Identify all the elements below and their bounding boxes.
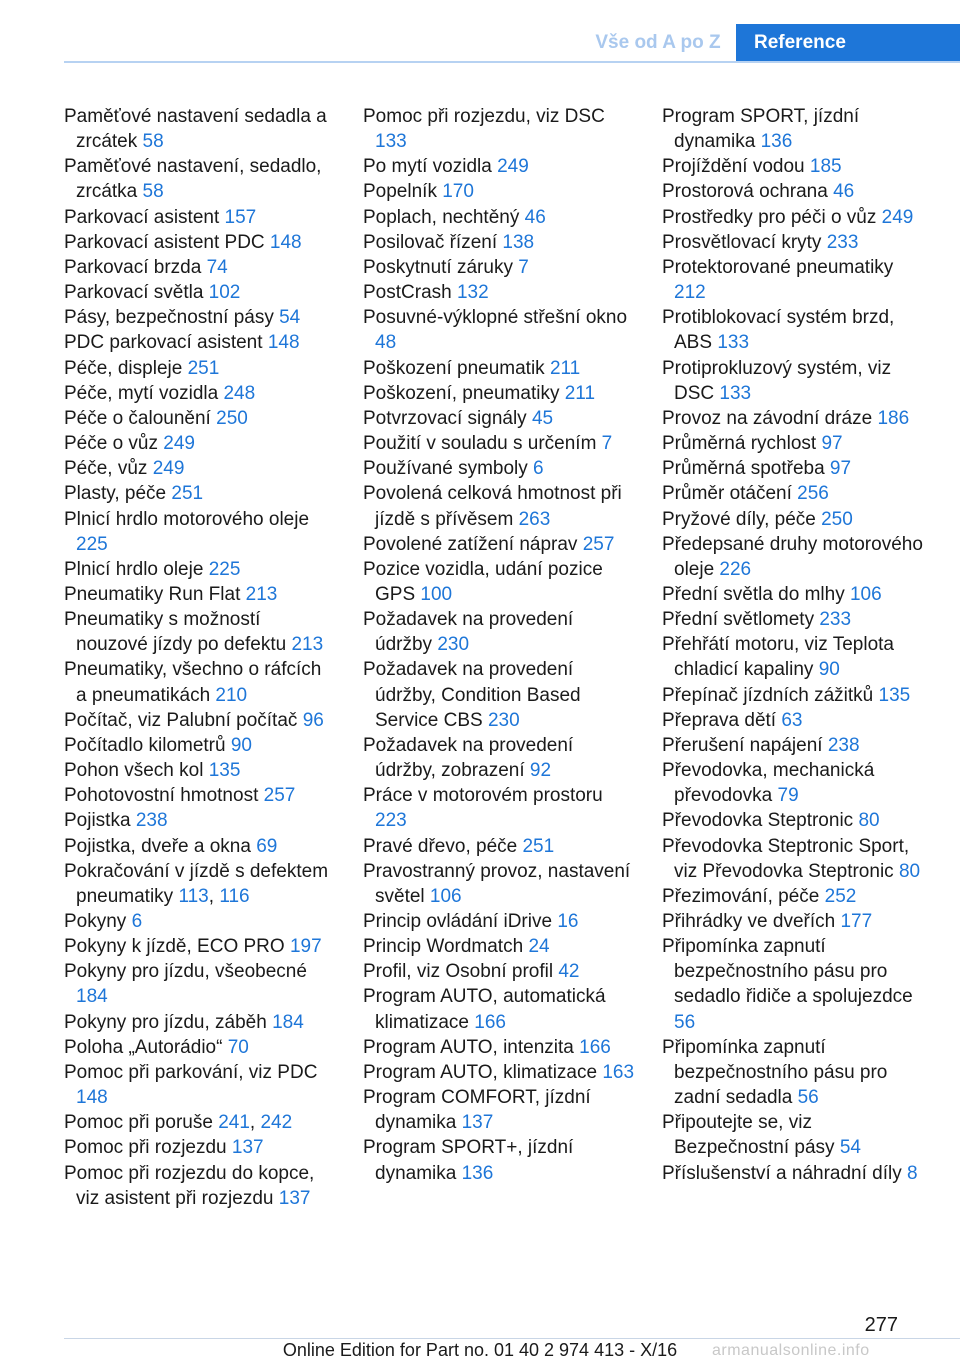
- page-link[interactable]: 225: [208, 558, 241, 580]
- index-term: Pneumatiky Run Flat: [64, 583, 246, 605]
- page-link[interactable]: 148: [269, 231, 302, 253]
- index-entry: [363, 834, 635, 859]
- index-term: Parkovací světla: [64, 282, 209, 304]
- index-term: Pozice vozidla, udání pozice GPS: [363, 558, 603, 605]
- index-entry: [64, 708, 336, 733]
- index-term: Program AUTO, klimatizace: [363, 1061, 603, 1083]
- reference-tab[interactable]: Reference: [736, 24, 960, 62]
- page-link[interactable]: 133: [719, 382, 752, 404]
- page-link[interactable]: 90: [230, 734, 252, 756]
- index-term: Prostředky pro péči o vůz: [662, 206, 882, 228]
- page-link[interactable]: 92: [529, 760, 552, 782]
- index-term: Profil, viz Osobní profil: [363, 961, 559, 983]
- index-entry: [64, 305, 336, 330]
- index-entry: [363, 154, 635, 179]
- page-link[interactable]: 106: [429, 885, 462, 907]
- index-term: Pokyny pro jízdu, záběh: [64, 1011, 273, 1033]
- index-entry: [64, 834, 336, 859]
- page-link[interactable]: 132: [456, 282, 489, 304]
- index-term: Popelník: [363, 181, 443, 203]
- page-link[interactable]: 250: [821, 508, 853, 530]
- page-link[interactable]: 6: [533, 458, 544, 480]
- index-term: Plnicí hrdlo motorového oleje: [64, 508, 310, 530]
- index-entry: [64, 1060, 336, 1110]
- index-term: PDC parkovací asistent: [64, 332, 268, 354]
- index-entry: [363, 280, 635, 305]
- index-entry: [64, 657, 336, 707]
- page-link[interactable]: 136: [461, 1162, 494, 1184]
- index-entry: [662, 406, 927, 431]
- index-entry: [363, 984, 635, 1034]
- page-link[interactable]: 241: [218, 1112, 250, 1134]
- page-link[interactable]: 69: [256, 835, 278, 857]
- index-entry: [64, 959, 336, 1009]
- page-link[interactable]: 135: [208, 760, 241, 782]
- index-term: Pohotovostní hmotnost: [64, 785, 264, 807]
- index-entry: [363, 733, 635, 783]
- page-link[interactable]: 8: [907, 1162, 918, 1184]
- index-term: Pomoc při rozjezdu, viz DSC: [363, 106, 605, 127]
- index-term: Pomoc při rozjezdu: [64, 1137, 232, 1159]
- index-term: Pravé dřevo, péče: [363, 835, 523, 857]
- page-link[interactable]: 42: [558, 961, 580, 983]
- index-term: Péče, displeje: [64, 357, 188, 379]
- index-entry: [64, 1161, 336, 1211]
- index-entry: [64, 381, 336, 406]
- index-term: Přední světlomety: [662, 609, 820, 631]
- index-term: Připoutejte se, viz Bezpečnostní pásy: [662, 1112, 840, 1159]
- index-entry: [64, 356, 336, 381]
- page-link[interactable]: 185: [809, 156, 842, 178]
- index-term: Péče o vůz: [64, 433, 164, 455]
- index-term: Pomoc při rozjezdu do kopce, viz asistent při rozjezdu: [64, 1162, 315, 1209]
- index-term: Protiblokovací systém brzd, ABS: [662, 307, 895, 354]
- index-term: Prosvětlovací kryty: [662, 231, 827, 253]
- index-entry: [64, 104, 336, 154]
- index-entry: [363, 205, 635, 230]
- page-number: 277: [864, 1314, 898, 1336]
- index-entry: [363, 909, 635, 934]
- index-term: Provoz na závodní dráze: [662, 407, 878, 429]
- page-link[interactable]: 257: [582, 533, 615, 555]
- index-entry: [363, 959, 635, 984]
- index-entry: [662, 632, 927, 682]
- page-link[interactable]: 148: [267, 332, 300, 354]
- page-link[interactable]: 46: [833, 181, 855, 203]
- index-entry: [64, 230, 336, 255]
- page-link[interactable]: 252: [824, 885, 857, 907]
- page-link[interactable]: 170: [442, 181, 474, 203]
- index-term: Pohon všech kol: [64, 760, 209, 782]
- index-term: Povolené zatížení náprav: [363, 533, 583, 555]
- page-link[interactable]: 54: [839, 1137, 861, 1159]
- page-link[interactable]: 184: [272, 1011, 304, 1033]
- index-entry: [662, 808, 927, 833]
- index-term: Přední světla do mlhy: [662, 583, 850, 605]
- index-column-3: [662, 104, 927, 1186]
- index-column-2: [363, 104, 635, 1186]
- page-link[interactable]: 251: [171, 483, 204, 505]
- index-entry: [64, 808, 336, 833]
- index-entry: [363, 1060, 635, 1085]
- page-link[interactable]: 233: [819, 609, 852, 631]
- page-link[interactable]: 97: [829, 458, 852, 480]
- index-entry: [662, 607, 927, 632]
- index-entry: [363, 657, 635, 732]
- index-term: Potvrzovací signály: [363, 407, 532, 429]
- index-entry: [64, 1010, 336, 1035]
- index-entry: [662, 255, 927, 305]
- page-link[interactable]: 197: [289, 936, 322, 958]
- index-entry: [662, 305, 927, 355]
- index-term: Poskytnutí záruky: [363, 256, 519, 278]
- index-entry: [64, 481, 336, 506]
- index-entry: [662, 582, 927, 607]
- index-entry: [363, 481, 635, 531]
- index-term: Pryžové díly, péče: [662, 508, 822, 530]
- index-term: Použití v souladu s určením: [363, 433, 602, 455]
- index-term: Počítač, viz Palubní počítač: [64, 709, 303, 731]
- index-entry: [363, 456, 635, 481]
- index-term: Program AUTO, intenzita: [363, 1036, 580, 1058]
- index-entry: [64, 733, 336, 758]
- index-entry: [662, 532, 927, 582]
- index-entry: [363, 381, 635, 406]
- index-term: Protiprokluzový systém, viz DSC: [662, 357, 892, 404]
- index-entry: [64, 909, 336, 934]
- index-term: Převodovka, mechanická převodovka: [662, 760, 875, 807]
- page-link[interactable]: 238: [827, 734, 860, 756]
- index-term: Péče o čalounění: [64, 407, 217, 429]
- page-link[interactable]: 163: [602, 1061, 635, 1083]
- page-link[interactable]: 58: [142, 181, 164, 203]
- page-link[interactable]: 249: [497, 156, 529, 178]
- index-term: Pomoc při parkování, viz PDC: [64, 1061, 318, 1083]
- page-link[interactable]: 166: [579, 1036, 611, 1058]
- page-link[interactable]: 238: [135, 810, 168, 832]
- page-link[interactable]: 133: [717, 332, 750, 354]
- page-link[interactable]: 257: [263, 785, 296, 807]
- page-link[interactable]: 74: [206, 256, 228, 278]
- index-entry: [662, 507, 927, 532]
- index-entry: [64, 507, 336, 557]
- page-link[interactable]: 79: [777, 785, 799, 807]
- index-entry: [64, 330, 336, 355]
- index-term: Péče, mytí vozidla: [64, 382, 224, 404]
- index-entry: [363, 431, 635, 456]
- page-link[interactable]: 157: [224, 206, 257, 228]
- index-term: PostCrash: [363, 282, 457, 304]
- index-term: Požadavek na provedení údržby: [363, 609, 574, 656]
- index-term: Pokyny pro jízdu, všeobecné: [64, 961, 307, 983]
- index-entry: [363, 305, 635, 355]
- index-term: Připomínka zapnutí bezpečnostního pásu pro sedadlo řidiče a spolujezdce: [662, 936, 913, 1008]
- page-link[interactable]: 138: [502, 231, 535, 253]
- index-term: Přezimování, péče: [662, 885, 825, 907]
- page-link[interactable]: 48: [375, 332, 397, 354]
- page-link[interactable]: 24: [528, 936, 550, 958]
- index-entry: Pomoc při poruše 241, 242: [64, 1112, 293, 1134]
- page-link[interactable]: 102: [208, 282, 241, 304]
- index-entry: [64, 154, 336, 204]
- index-entry: [662, 733, 927, 758]
- index-term: Používané symboly: [363, 458, 534, 480]
- index-entry: [64, 255, 336, 280]
- page-link[interactable]: 45: [531, 407, 554, 429]
- index-entry: [662, 456, 927, 481]
- index-term: Přerušení napájení: [662, 734, 828, 756]
- index-term: Program AUTO, automatická klimatizace: [363, 986, 606, 1033]
- index-term: Pokyny k jízdě, ECO PRO: [64, 936, 290, 958]
- index-term: Přihrádky ve dveřích: [662, 911, 841, 932]
- page-link[interactable]: 251: [187, 357, 220, 379]
- index-term: Přehřátí motoru, viz Teplota chladicí kapaliny: [662, 634, 894, 681]
- index-term: Povolená celková hmotnost při jízdě s přívěsem: [363, 483, 622, 530]
- index-term: Převodovka Steptronic Sport, viz Převodovka Steptronic: [662, 835, 910, 882]
- index-term: Pomoc při poruše: [64, 1112, 219, 1134]
- index-entry: [363, 532, 635, 557]
- index-term: Průměr otáčení: [662, 483, 798, 505]
- page-link[interactable]: 63: [781, 709, 803, 731]
- index-entry: [662, 205, 927, 230]
- index-entry: [662, 1161, 927, 1186]
- page-link[interactable]: 80: [858, 810, 880, 832]
- index-entry: [662, 834, 927, 884]
- index-term: Parkovací brzda: [64, 256, 207, 278]
- page-link[interactable]: 7: [518, 256, 529, 278]
- index-entry: [64, 1135, 336, 1160]
- index-entry: [662, 909, 927, 934]
- index-term: Převodovka Steptronic: [662, 810, 859, 832]
- index-entry: [662, 934, 927, 1035]
- page-link[interactable]: 226: [719, 558, 752, 580]
- index-entry: [662, 230, 927, 255]
- index-entry: [363, 1135, 635, 1185]
- page-link[interactable]: 230: [487, 709, 520, 731]
- page-link[interactable]: 54: [279, 307, 301, 329]
- watermark: armanualsonline.info: [712, 1342, 870, 1359]
- index-entry: [662, 758, 927, 808]
- index-entry: [363, 1085, 635, 1135]
- index-entry: [662, 356, 927, 406]
- index-entry: [662, 708, 927, 733]
- index-entry: [64, 934, 336, 959]
- page-link[interactable]: 250: [216, 407, 248, 429]
- index-entry: [64, 1035, 336, 1060]
- page-link[interactable]: 80: [898, 860, 921, 882]
- page-link[interactable]: 211: [564, 382, 596, 404]
- page-link[interactable]: 251: [522, 835, 555, 857]
- index-term: Plnicí hrdlo oleje: [64, 558, 209, 580]
- index-term: Plasty, péče: [64, 483, 172, 505]
- page-link[interactable]: 56: [797, 1087, 819, 1109]
- index-term: Parkovací asistent: [64, 206, 225, 228]
- index-term: Protektorované pneumatiky: [662, 256, 894, 278]
- page-link[interactable]: 96: [302, 709, 324, 731]
- index-entry: [64, 783, 336, 808]
- index-term: Pokračování v jízdě s defektem pneumatiky: [64, 860, 329, 907]
- index-term: Práce v motorovém prostoru: [363, 785, 603, 807]
- page-link[interactable]: 256: [797, 483, 829, 505]
- index-entry: [64, 557, 336, 582]
- index-term: Paměťové nastavení, sedadlo, zrcátka: [64, 156, 322, 203]
- page-link[interactable]: 223: [375, 810, 407, 832]
- index-term: Připomínka zapnutí bezpečnostního pásu pro zadní sedadla: [662, 1036, 888, 1109]
- index-entry: [662, 683, 927, 708]
- index-entry: [662, 884, 927, 909]
- index-entry: [363, 255, 635, 280]
- index-term: Princip Wordmatch: [363, 936, 529, 958]
- index-term: Poloha „Autorádio“: [64, 1036, 228, 1058]
- page-link[interactable]: 136: [760, 131, 793, 153]
- page-link[interactable]: 263: [518, 508, 551, 530]
- index-entry: [64, 607, 336, 657]
- page-link[interactable]: 184: [76, 986, 108, 1008]
- index-entry: [662, 104, 927, 154]
- page-link[interactable]: 212: [674, 282, 706, 304]
- index-entry: [64, 406, 336, 431]
- index-term: Paměťové nastavení sedadla a zrcátek: [64, 106, 327, 153]
- index-entry: [363, 406, 635, 431]
- page-link[interactable]: 46: [524, 206, 546, 228]
- index-term: Program SPORT, jízdní dynamika: [662, 106, 860, 153]
- page-link[interactable]: 186: [877, 407, 910, 429]
- index-term: Předepsané druhy motorového oleje: [662, 533, 923, 580]
- index-term: Péče, vůz: [64, 458, 153, 480]
- index-term: Pravostranný provoz, nastavení světel: [363, 860, 631, 907]
- index-term: Přeprava dětí: [662, 709, 782, 731]
- index-term: Požadavek na provedení údržby, Condition Based Service CBS: [363, 659, 581, 731]
- page-link[interactable]: 248: [223, 382, 256, 404]
- index-entry: [363, 230, 635, 255]
- page-link[interactable]: 113: [178, 885, 209, 907]
- page-link[interactable]: 225: [76, 533, 108, 555]
- index-entry: [662, 1035, 927, 1110]
- index-term: Princip ovládání iDrive: [363, 911, 558, 932]
- index-entry: [64, 205, 336, 230]
- index-term: Průměrná spotřeba: [662, 458, 830, 480]
- index-term: Posuvné-výklopné střešní okno: [363, 307, 628, 329]
- page-link[interactable]: 249: [152, 458, 185, 480]
- index-term: Přepínač jízdních zážitků: [662, 684, 879, 706]
- index-term: Prostorová ochrana: [662, 181, 834, 203]
- page-link[interactable]: 106: [849, 583, 882, 605]
- index-entry: [363, 859, 635, 909]
- page-link[interactable]: 148: [76, 1087, 108, 1109]
- page-link[interactable]: 233: [826, 231, 859, 253]
- page-link[interactable]: 137: [231, 1137, 264, 1159]
- page-link[interactable]: 230: [437, 634, 470, 656]
- page-link[interactable]: 97: [821, 433, 843, 455]
- page-link[interactable]: 249: [881, 206, 914, 228]
- index-entry: [363, 1035, 635, 1060]
- index-term: Pokyny: [64, 911, 132, 932]
- index-term: Pojistka: [64, 810, 136, 832]
- page-link[interactable]: 100: [420, 583, 453, 605]
- index-term: Parkovací asistent PDC: [64, 231, 270, 253]
- index-entry: [363, 356, 635, 381]
- index-term: Příslušenství a náhradní díly: [662, 1162, 908, 1184]
- page-link[interactable]: 213: [291, 634, 324, 656]
- page-link[interactable]: 249: [163, 433, 195, 455]
- index-entry: [363, 104, 635, 154]
- index-term: Pásy, bezpečnostní pásy: [64, 307, 280, 329]
- page-link[interactable]: 133: [375, 131, 407, 153]
- index-entry: [662, 154, 927, 179]
- index-entry: [363, 607, 635, 657]
- page-link[interactable]: 177: [840, 911, 873, 932]
- index-entry: [363, 557, 635, 607]
- index-term: Poškození, pneumatiky: [363, 382, 565, 404]
- index-term: Průměrná rychlost: [662, 433, 822, 455]
- index-entry: [363, 179, 635, 204]
- index-term: Po mytí vozidla: [363, 156, 498, 178]
- index-term: Požadavek na provedení údržby, zobrazení: [363, 734, 574, 782]
- index-entry: [662, 431, 927, 456]
- index-term: Posilovač řízení: [363, 231, 503, 253]
- index-entry: [64, 431, 336, 456]
- page-link[interactable]: 6: [131, 911, 143, 932]
- index-entry: [662, 1110, 927, 1160]
- page-link[interactable]: 137: [461, 1112, 494, 1134]
- page-link[interactable]: 137: [278, 1187, 311, 1209]
- index-term: Pojistka, dveře a okna: [64, 835, 257, 857]
- index-term: Pneumatiky s možností nouzové jízdy po defektu: [64, 609, 292, 656]
- index-entry: [64, 456, 336, 481]
- page-link[interactable]: 211: [549, 357, 581, 379]
- page-link[interactable]: 7: [601, 433, 613, 455]
- index-term: Pneumatiky, všechno o ráfcích a pneumatikách: [64, 659, 322, 706]
- index-entry: [64, 582, 336, 607]
- index-term: Program SPORT+, jízdní dynamika: [363, 1137, 574, 1184]
- index-entry: [64, 280, 336, 305]
- section-title: Vše od A po Z: [595, 32, 721, 53]
- index-term: Program COMFORT, jízdní dynamika: [363, 1087, 591, 1134]
- header-rule: [64, 61, 960, 63]
- page-link[interactable]: 135: [878, 684, 911, 706]
- page-link[interactable]: 70: [227, 1036, 249, 1058]
- index-column-1: [64, 104, 336, 1211]
- page-link[interactable]: 16: [557, 911, 579, 932]
- index-entry: [662, 179, 927, 204]
- index-term: Poplach, nechtěný: [363, 206, 525, 228]
- index-entry: [662, 481, 927, 506]
- page-link[interactable]: 58: [142, 131, 164, 153]
- page-link[interactable]: 116: [219, 885, 250, 907]
- index-entry: [363, 934, 635, 959]
- footer-text: Online Edition for Part no. 01 40 2 974 413 - X/16: [282, 1340, 678, 1360]
- page-link[interactable]: 210: [215, 684, 248, 706]
- page-link[interactable]: 56: [674, 1011, 696, 1033]
- index-entry: Pokračování v jízdě s defektem pneumatiky 113, 116: [64, 860, 329, 907]
- index-term: Počítadlo kilometrů: [64, 734, 231, 756]
- page-link[interactable]: 90: [818, 659, 840, 681]
- page-link[interactable]: 166: [474, 1011, 506, 1033]
- index-term: Poškození pneumatik: [363, 357, 550, 379]
- page-link[interactable]: 213: [245, 583, 278, 605]
- index-entry: [64, 758, 336, 783]
- page-link[interactable]: 242: [260, 1112, 293, 1134]
- index-term: Projíždění vodou: [662, 156, 810, 178]
- index-entry: [363, 783, 635, 833]
